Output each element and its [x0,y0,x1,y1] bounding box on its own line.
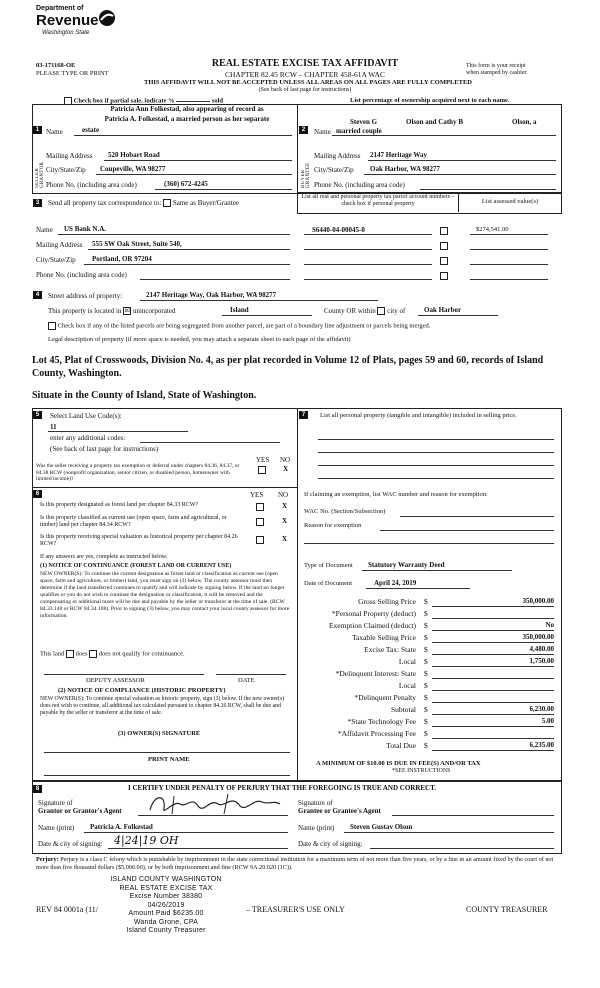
s6-no: NO [278,491,289,499]
grantee-sig-label-1: Signature of [298,799,333,807]
current-use-question: Is this property classified as current use (open space, farm and agricultural, or timber) land per chapter 84.34 RCW? [40,515,227,528]
personal-property-label: List all personal property (tangible and intangible) included in selling price. [320,412,517,419]
stamp-line-5: Amount Paid $6235.00 [128,910,204,917]
treasurer-use: – TREASURER'S USE ONLY [246,905,345,914]
form-code: 03-171168-OE [36,62,76,69]
seller-mailing[interactable]: 520 Hobart Road [108,151,160,159]
s5-yes: YES [256,456,270,464]
exemption-claimed[interactable]: No [545,621,554,629]
land-use-see-back: (See back of last page for instructions) [50,445,159,453]
personal-property-checkbox[interactable] [440,257,448,265]
page-title: REAL ESTATE EXCISE TAX AFFIDAVIT [211,58,399,69]
grantor-name-label: Name (print) [38,824,75,832]
grantor-sig-label-2: Grantor or Grantor's Agent [38,807,122,815]
doc-date[interactable]: April 24, 2019 [374,579,417,587]
buyer-phone-label: Phone No. (including area code) [314,181,405,189]
excise-tax-state[interactable]: 4,480.00 [529,645,554,653]
warning-text: THIS AFFIDAVIT WILL NOT BE ACCEPTED UNLESS ALL AREAS ON ALL PAGES ARE FULLY COMPLETED [144,79,472,86]
stamp-line-6: Wanda Grone, CPA [133,918,199,926]
situate-text: Situate in the County of Island, State of Washington. [32,390,257,401]
grantee-name-label: Name (print) [298,824,335,832]
subtotal[interactable]: 6,230.00 [529,705,554,713]
grantor-date-label: Date & city of signing: [38,840,103,848]
personal-property-checkbox[interactable] [440,272,448,280]
print-note: PLEASE TYPE OR PRINT [36,70,109,77]
grantee-date-label: Date & city of signing: [298,840,363,848]
historic-question: Is this property receiving special valuation as historical property per chapter 84.26 RCW? [40,534,238,547]
seller-name-line1: Patricia Ann Folkestad, also appearing of record as [110,105,264,113]
minimum-note: A MINIMUM OF $10.00 IS DUE IN FEE(S) AND/OR TAX [316,760,481,767]
calc-row: Excise Tax: State $ 4,480.00 [364,645,554,654]
historic-yes-checkbox[interactable] [256,536,264,544]
gross-selling-price[interactable]: 350,000.00 [522,597,554,605]
corr-city-label: City/State/Zip [36,256,76,264]
exemption-yes-checkbox[interactable] [258,466,266,474]
stamp-line-4: 04/26/2019 [147,901,185,909]
county-treasurer: COUNTY TREASURER [466,905,548,914]
print-name-label: PRINT NAME [148,756,190,763]
segregated-row: Check box if any of the listed parcels are being segregated from another parcel, are part of a boundary line adjustment or parcels being merged. [48,322,430,330]
form-number: REV 84 0001a (11/ [36,905,98,914]
grantee-sig-label-2: Grantee or Grantee's Agent [298,807,381,815]
notice2-body: NEW OWNER(S): To continue special valuation as historic property, sign (3) below. If the new owner(s) does not wish to continue, all additional tax calculated pursuant to chapter 84.26 RCW, shall be due and payable by the seller or transferor at the time of sale. [40,696,285,716]
grantor-date-city[interactable]: 4|24|19 OH [114,834,179,847]
forest-question: Is this property designated as forest land per chapter 84.33 RCW? [40,502,199,508]
notice1-title: (1) NOTICE OF CONTINUANCE (FOREST LAND OR CURRENT USE) [40,563,232,569]
forest-yes-checkbox[interactable] [256,503,264,511]
unincorporated-checkbox[interactable]: ☒ [124,308,130,315]
does-checkbox[interactable] [66,650,74,658]
partial-sale-sold: sold [211,97,224,105]
buyer-city[interactable]: Oak Harbor, WA 98277 [370,165,441,173]
buyer-name-b: Olson and Cathy B [406,118,463,126]
buyer-name-label: Name [314,128,331,136]
calc-row: Local $ 1,750.00 [398,657,554,666]
notice1-body: NEW OWNER(S): To continue the current designation as forest land or classification as current use (open space, farm and agriculture, or timber) land, you must sign on (3) below. The county assessor must then determine if the land transferred continues to qualify and will indicate by signing below. If the land no longer qualifies or you do not wish to continue the designation or classification, it will be removed and the compensating or additional taxes will be due and payable by the seller or transferor at the time of sale. (RCW 84.33.140 or RCW 84.34.108). Prior to signing (3) below, you may contact your local county assessor for more information. [40,571,290,619]
corr-name[interactable]: US Bank N.A. [64,225,107,233]
doc-type[interactable]: Statutory Warranty Deed [368,561,445,569]
buyer-name-line2: married couple [336,127,382,135]
corr-mailing[interactable]: 555 SW Oak Street, Suite 540, [92,240,182,248]
current-use-answer: X [282,517,288,525]
section-1-number: 1 [33,126,42,134]
buyer-name-a: Steven G [350,118,378,126]
seller-city-label: City/State/Zip [46,166,86,174]
county-label: County OR within city of [324,307,406,315]
historic-answer: X [282,535,288,543]
revenue-logo [36,5,116,45]
stamp-line-1: ISLAND COUNTY WASHINGTON [110,876,222,883]
city-of-checkbox[interactable] [377,307,385,315]
calc-row: Subtotal $ 6,230.00 [390,705,554,714]
seller-phone-label: Phone No. (including area code) [46,181,137,189]
state-technology-fee[interactable]: 5.00 [541,717,554,725]
same-as-buyer-checkbox[interactable] [163,199,171,207]
section-2-number: 2 [299,126,308,134]
located-row: This property is located in ☒ unincorporated [48,307,176,315]
buyer-side-label: BUYER GRANTEE [301,162,311,188]
receipt-note-2: when stamped by cashier. [466,70,528,76]
chapter-ref: CHAPTER 82.45 RCW – CHAPTER 458-61A WAC [225,70,385,79]
property-city[interactable]: Oak Harbor [424,306,462,314]
s5-no: NO [280,456,291,464]
exemption-claim-label: If claiming an exemption, list WAC number and reason for exemption: [304,491,488,498]
does-not-checkbox[interactable] [89,650,97,658]
personal-property-checkbox[interactable] [440,227,448,235]
owner-signature-label: (3) OWNER(S) SIGNATURE [118,730,201,737]
taxable-selling-price[interactable]: 350,000.00 [522,633,554,641]
segregated-checkbox[interactable] [48,322,56,330]
section-5-number: 5 [33,411,42,419]
logo-name: Revenue [36,12,99,29]
calc-row: Total Due $ 6,235.00 [386,741,554,750]
see-instructions: *SEE INSTRUCTIONS [392,768,451,774]
this-land-row: This land does does not qualify for continuance. [40,650,185,658]
calc-row: *Affidavit Processing Fee $ [304,729,554,740]
partial-sale-label: Check box if partial sale, indicate % [73,97,175,105]
assessed-value[interactable]: $274,541.00 [476,226,509,233]
ownership-note: List percentage of ownership acquired next to each name. [350,97,510,104]
certify-text: I CERTIFY UNDER PENALTY OF PERJURY THAT THE FOREGOING IS TRUE AND CORRECT. [128,784,437,792]
seller-mailing-label: Mailing Address [46,152,93,160]
exemption-answer: X [283,465,289,473]
seller-name-line2: Patricia A. Folkestad, a married person as her separate [104,115,270,123]
personal-property-checkbox[interactable] [440,242,448,250]
legal-description: Lot 45, Plat of Crosswoods, Division No. 4, as per plat recorded in Volume 12 of Plats, pages 59 and 60, records of Island County, Washington. [32,355,544,379]
seller-side-label: SELLER GRANTOR [35,161,45,188]
perjury-note: Perjury: Perjury is a class C felony which is punishable by imprisonment in the state correctional institution for a maximum term of not more than five years, or by a fine in an amount fixed by the court of not more than five thousand dollars ($5,000.00), or by both imprisonment and fine (RCW 9A.20.020 (1C)). [36,856,554,871]
section-7-number: 7 [299,411,308,419]
corr-phone-label: Phone No. (including area code) [36,271,127,279]
deputy-assessor-label: DEPUTY ASSESSOR [86,677,145,684]
grantor-signature [144,790,284,818]
corr-mailing-label: Mailing Address [36,241,83,249]
stamp-line-3: Excise Number 38380 [129,893,203,900]
exemption-question: Was the seller receiving a property tax exemption or deferral under chapters 84.36, 84.37, or 84.38 RCW (nonprofit organization, senior citizen, or disabled person, homeowner with limited income)? [36,463,240,482]
buyer-name-c: Olson, a [512,118,537,126]
treasurer-stamp [96,876,236,936]
buyer-mailing[interactable]: 2147 Heritage Way [370,151,428,159]
excise-tax-local[interactable]: 1,750.00 [529,657,554,665]
doc-type-label: Type of Document [304,562,353,569]
total-due[interactable]: 6,235.00 [529,741,554,749]
parcel-header: List all real and personal property tax parcel account numbers – check box if personal property [301,194,455,207]
doc-date-label: Date of Document [304,580,353,587]
grantee-name[interactable]: Steven Gustav Olson [350,823,413,831]
street-label: Street address of property: [48,292,123,300]
legal-note: Legal description of property (if more space is needed, you may attach a separate sheet to each page of the affidavit) [48,336,351,343]
section-8-number: 8 [33,785,42,793]
buyer-mailing-label: Mailing Address [314,152,361,160]
stamp-line-7: Island County Treasurer [126,927,206,934]
wac-label: WAC No. (Section/Subsection) [304,508,386,515]
seller-name-label: Name [46,128,63,136]
stamp-line-2: REAL ESTATE EXCISE TAX [119,884,213,892]
corr-name-label: Name [36,226,53,234]
section-6-number: 6 [33,490,42,498]
logo-state: Washington State [42,30,90,36]
calc-row: *State Technology Fee $ 5.00 [347,717,554,726]
assessor-date-label: DATE [238,677,255,684]
seller-phone[interactable]: (360) 672-4245 [164,180,208,188]
calc-row: Local $ [304,681,554,692]
section-4-number: 4 [33,291,42,299]
forest-answer: X [282,502,288,510]
additional-codes-label: enter any additional codes: [50,434,126,442]
notice2-title: (2) NOTICE OF COMPLIANCE (HISTORIC PROPERTY) [58,687,226,694]
logo-dept: Department of [36,5,84,12]
current-use-yes-checkbox[interactable] [256,518,264,526]
corr-city[interactable]: Portland, OR 97204 [92,255,152,263]
s6-yes: YES [250,491,264,499]
reason-label: Reason for exemption [304,522,362,529]
calc-row: Gross Selling Price $ 350,000.00 [358,597,554,606]
calc-row: *Personal Property (deduct) $ [304,609,554,620]
buyer-city-label: City/State/Zip [314,166,354,174]
receipt-note-1: This form is your receipt [466,63,526,69]
s6-instructions: If any answers are yes, complete as instructed below. [40,554,168,560]
grantor-sig-label-1: Signature of [38,799,73,807]
property-county[interactable]: Island [230,306,249,314]
calc-row: Taxable Selling Price $ 350,000.00 [351,633,554,642]
section-3-number: 3 [33,199,42,207]
land-use-code[interactable]: 11 [50,423,57,431]
land-use-label: Select Land Use Code(s): [50,412,122,420]
parcel-number[interactable]: S6440-04-00045-0 [312,226,365,234]
grantor-name[interactable]: Patricia A. Folkestad [90,823,153,831]
calc-row: Exemption Claimed (deduct) $ No [328,621,554,630]
calc-row: *Delinquent Penalty $ [304,693,554,704]
correspondence-label: Send all property tax correspondence to: Same as Buyer/Grantee [48,199,239,207]
logo-swoosh-icon [98,9,116,27]
property-street[interactable]: 2147 Heritage Way, Oak Harbor, WA 98277 [146,291,277,299]
seller-name-line3: estate [82,126,100,134]
see-back-note: (See back of last page for instructions) [258,87,352,93]
seller-city[interactable]: Coupeville, WA 98277 [100,165,166,173]
assessed-header: List assessed value(s) [481,198,539,205]
calc-row: *Delinquent Interest: State $ [304,669,554,680]
